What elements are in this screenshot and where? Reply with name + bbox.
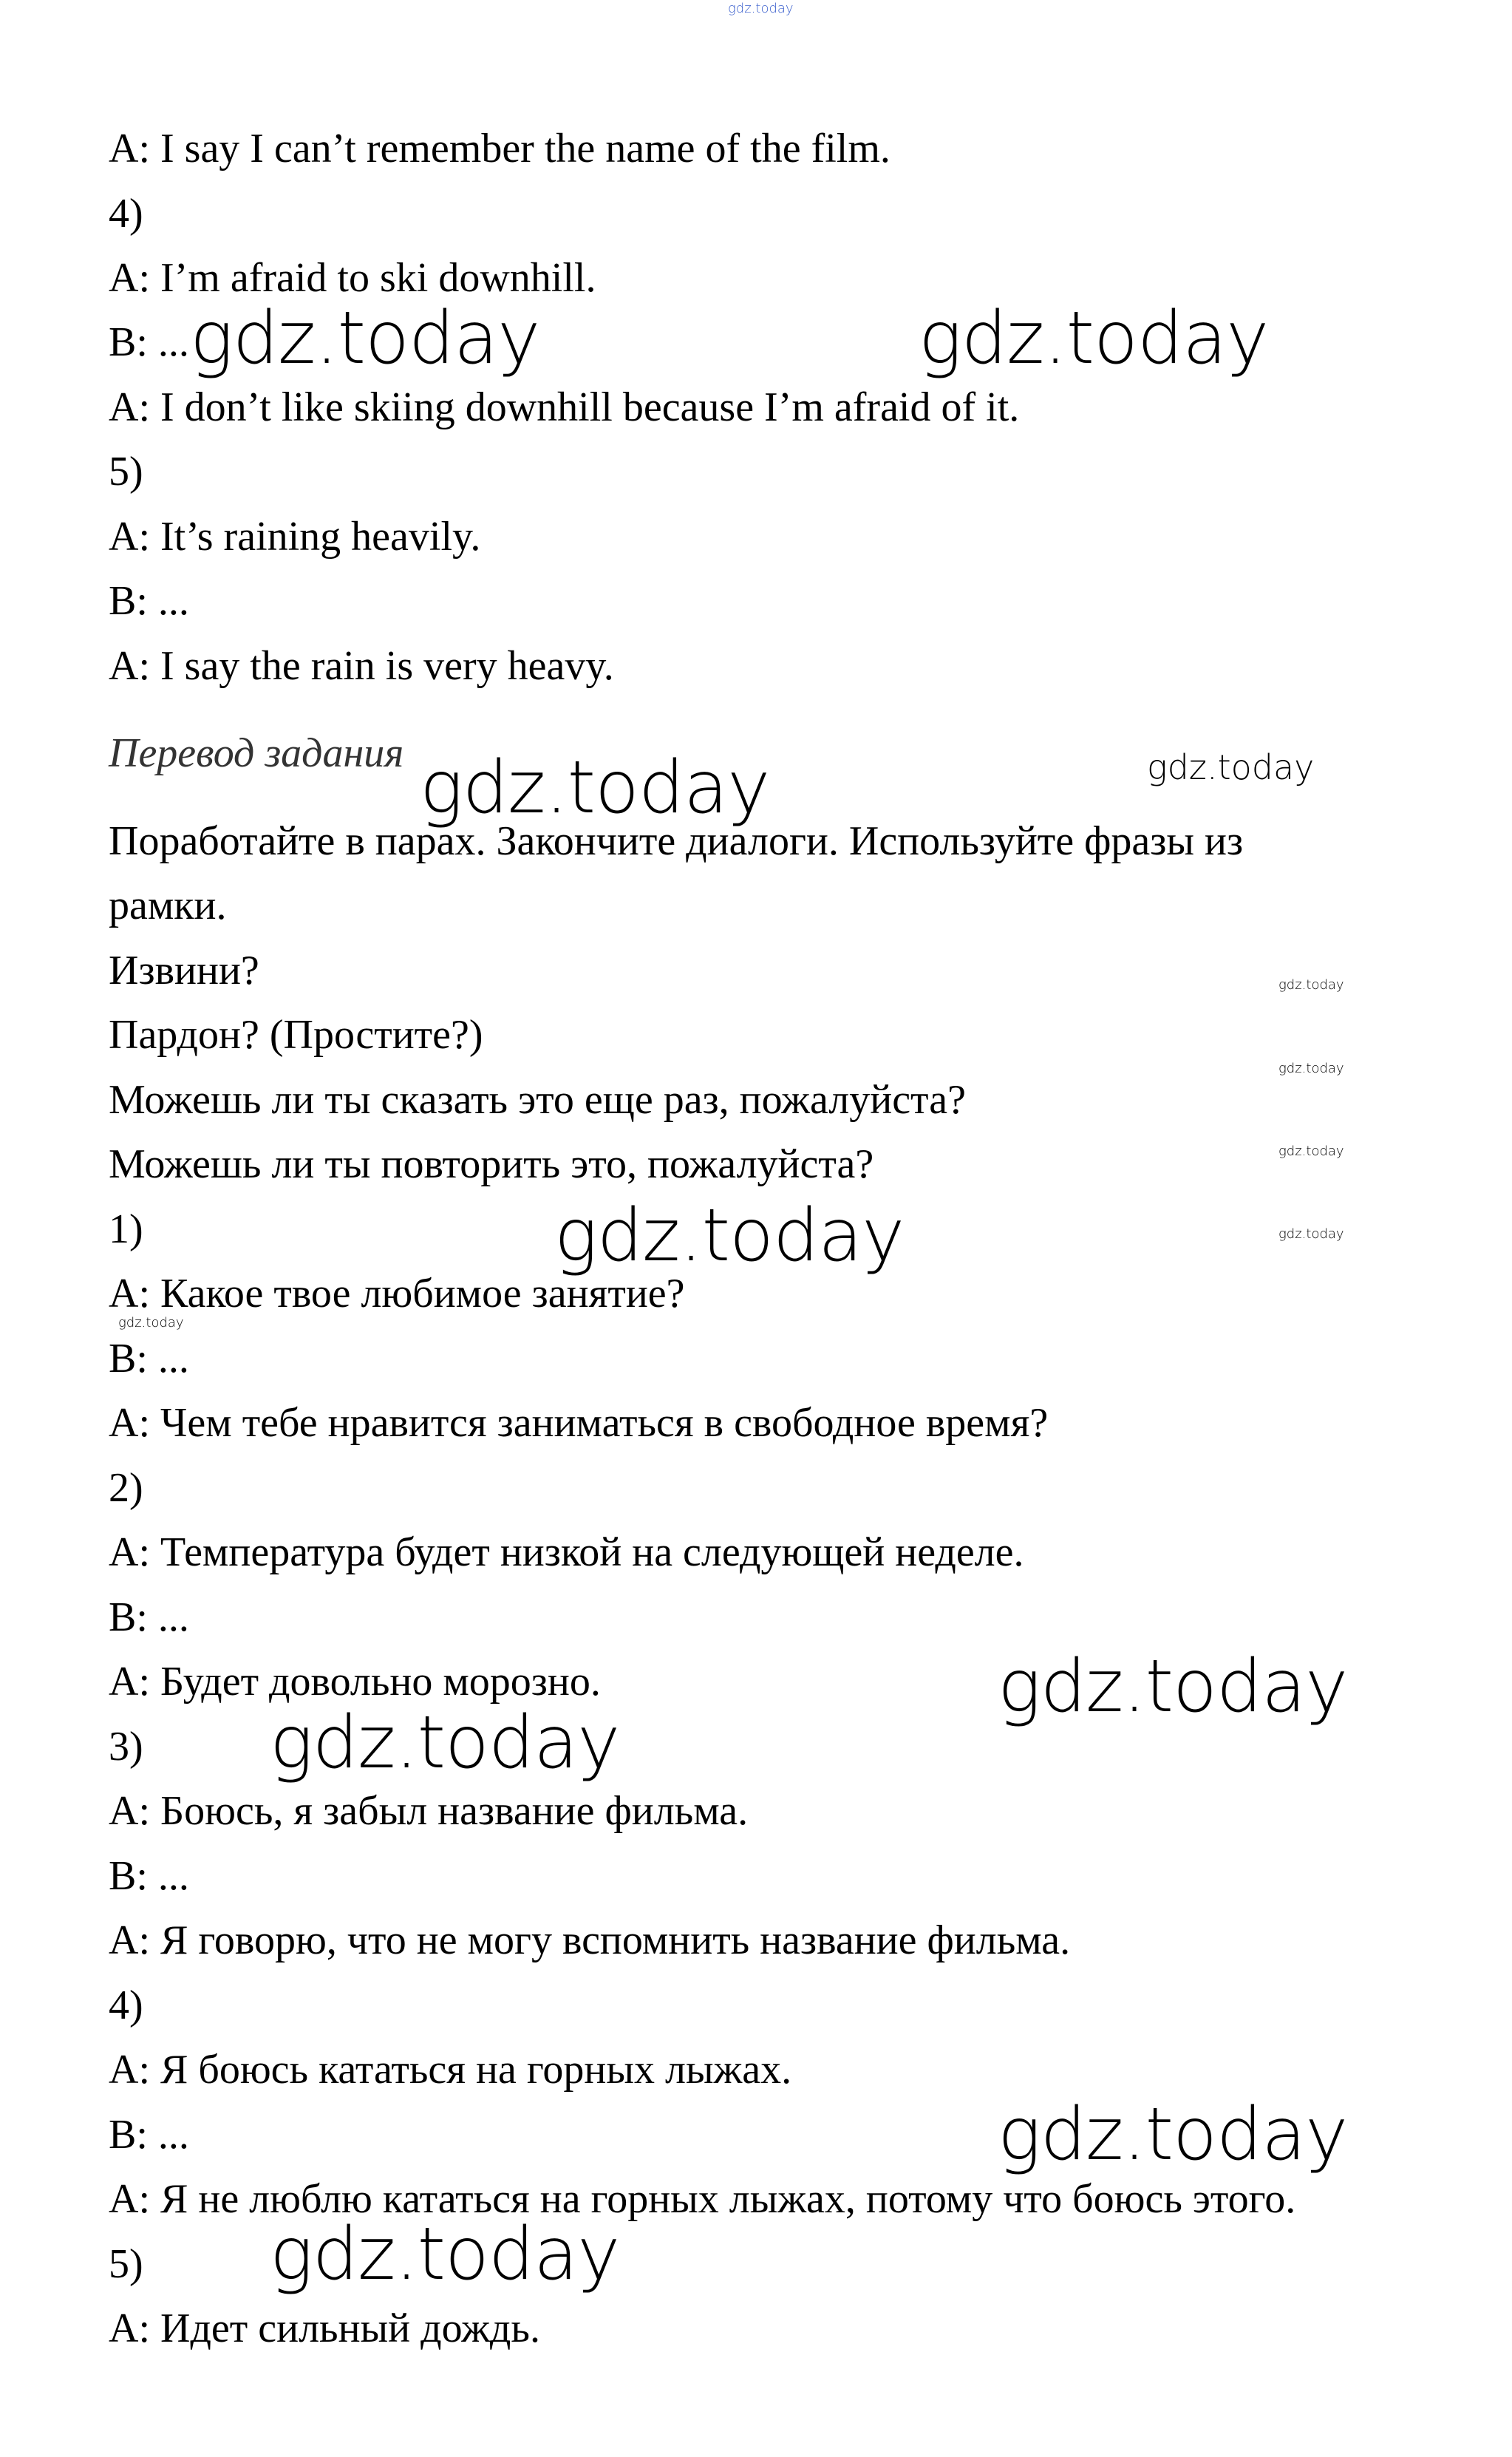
dialog-line: A: It’s raining heavily.	[109, 514, 481, 560]
dialog-line: A: Я говорю, что не могу вспомнить название фильма.	[109, 1917, 1071, 1963]
dialog-line: A: Какое твое любимое занятие?	[109, 1271, 685, 1316]
watermark-top: gdz.today	[728, 1, 794, 16]
watermark: gdz.today	[270, 1701, 620, 1785]
watermark: gdz.today	[1278, 1143, 1344, 1159]
watermark: gdz.today	[919, 296, 1269, 381]
dialog-number: 4)	[109, 191, 143, 237]
dialog-line: B: ...	[109, 578, 189, 624]
dialog-line: A: Температура будет низкой на следующей неделе.	[109, 1529, 1024, 1575]
dialog-number: 3)	[109, 1724, 143, 1770]
dialog-line: A: I say the rain is very heavy.	[109, 643, 614, 689]
dialog-number: 4)	[109, 1982, 143, 2028]
dialog-line: A: Я не люблю кататься на горных лыжах, потому что боюсь этого.	[109, 2176, 1296, 2222]
dialog-line: A: Идет сильный дождь.	[109, 2305, 540, 2351]
section-heading: Перевод задания	[109, 730, 404, 776]
watermark: gdz.today	[554, 1194, 905, 1278]
dialog-number: 1)	[109, 1206, 143, 1252]
watermark: gdz.today	[1278, 1226, 1344, 1242]
watermark: gdz.today	[420, 746, 770, 830]
dialog-line: A: Будет довольно морозно.	[109, 1659, 601, 1705]
phrase-line: Можешь ли ты сказать это еще раз, пожалуйста?	[109, 1077, 966, 1123]
dialog-number: 5)	[109, 449, 143, 495]
dialog-line: A: Чем тебе нравится заниматься в свободное время?	[109, 1400, 1049, 1446]
watermark: gdz.today	[998, 2093, 1348, 2177]
watermark: gdz.today	[270, 2212, 620, 2297]
task-line: Поработайте в парах. Закончите диалоги. Используйте фразы из	[109, 818, 1244, 864]
dialog-line: B: ...	[109, 1336, 189, 1382]
watermark: gdz.today	[1147, 747, 1315, 787]
dialog-line: A: I say I can’t remember the name of the film.	[109, 126, 890, 171]
dialog-line: B: ...	[109, 2112, 189, 2158]
watermark: gdz.today	[998, 1645, 1348, 1729]
watermark: gdz.today	[1278, 1061, 1344, 1076]
phrase-line: Можешь ли ты повторить это, пожалуйста?	[109, 1141, 874, 1187]
watermark: gdz.today	[118, 1315, 184, 1331]
watermark: gdz.today	[1278, 977, 1344, 993]
phrase-line: Пардон? (Простите?)	[109, 1012, 483, 1058]
dialog-line: A: I don’t like skiing downhill because I’m afraid of it.	[109, 384, 1020, 430]
dialog-line: A: I’m afraid to ski downhill.	[109, 255, 596, 301]
dialog-number: 2)	[109, 1465, 143, 1511]
dialog-line: B: ...	[109, 1594, 189, 1640]
dialog-line: B: ...	[109, 319, 189, 365]
dialog-line: A: Боюсь, я забыл название фильма.	[109, 1788, 749, 1834]
watermark: gdz.today	[190, 296, 540, 381]
dialog-number: 5)	[109, 2241, 143, 2287]
phrase-line: Извини?	[109, 948, 259, 993]
dialog-line: B: ...	[109, 1853, 189, 1899]
dialog-line: A: Я боюсь кататься на горных лыжах.	[109, 2047, 792, 2093]
task-line: рамки.	[109, 883, 227, 928]
